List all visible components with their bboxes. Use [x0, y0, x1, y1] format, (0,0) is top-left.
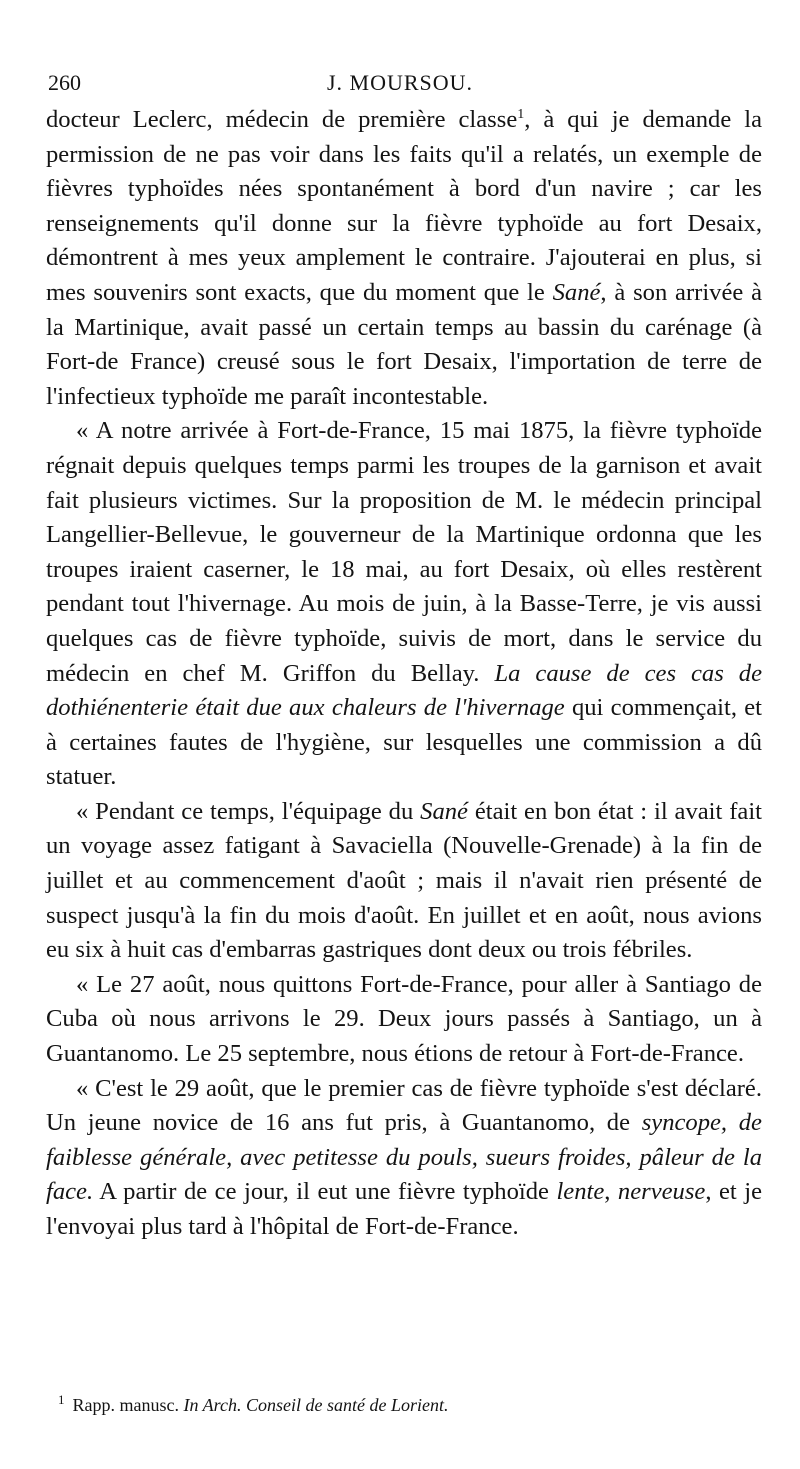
footnote-ref: 1 — [517, 106, 525, 122]
page-number: 260 — [48, 70, 81, 95]
body-text — [46, 103, 762, 1245]
text-run: Rapp. manusc. — [72, 1395, 184, 1415]
italic-text: La cause de ces cas de dothiénenterie était due aux chaleurs de l'hivernage — [46, 659, 762, 722]
text-run: « C'est le 29 août, que le premier cas de fièvre typhoïde s'est déclaré. Un jeune novice de 16 ans fut pris, à Guantanomo, de — [46, 1074, 762, 1137]
paragraph — [46, 1072, 762, 1245]
italic-text: In Arch. Conseil de santé de Lorient. — [183, 1395, 449, 1415]
text-run: , à qui je demande la permission de ne pas voir dans les faits qu'il a relatés, un exemple de fièvres typhoïdes nées spontanément à bord d'un navire ; car les renseignements qu'il donne sur la fièvre typhoïde au fort Desaix, démontrent à mes yeux amplement le contraire. J'ajouterai en plus, si mes souvenirs sont exacts, que du moment que le — [46, 106, 762, 306]
text-run: était en bon état : il avait fait un voyage assez fatigant à Savaciella (Nouvelle-Grenade) à la fin de juillet et au commencement d'août ; mais il n'avait rien présenté de suspect jusqu'à la fin du mois d'août. En juillet et en août, nous avions eu six à huit cas d'embarras gastriques dont deux ou trois fébriles. — [46, 797, 762, 964]
paragraph — [46, 103, 762, 414]
italic-text: Sané — [552, 278, 601, 306]
italic-text: syncope, de faiblesse générale, avec petitesse du pouls, sueurs froides, pâleur de la face. — [46, 1109, 762, 1206]
page-header — [40, 70, 760, 100]
text-run: A partir de ce jour, il eut une fièvre typhoïde — [93, 1178, 557, 1206]
text-run: docteur Leclerc, médecin de première classe — [46, 106, 518, 133]
text-run: « Le 27 août, nous quittons Fort-de-France, pour aller à Santiago de Cuba où nous arrivons le 29. Deux jours passés à Santiago, un à Guantanomo. Le 25 septembre, nous étions de retour à Fort-de-France. — [46, 970, 762, 1068]
italic-text: nerveuse — [617, 1178, 706, 1206]
paragraph — [46, 795, 762, 968]
text-run: « A notre arrivée à Fort-de-France, 15 mai 1875, la fièvre typhoïde régnait depuis quelques temps parmi les troupes de la garnison et avait fait plusieurs victimes. Sur la proposition de M. le médecin principal Langellier-Bellevue, le gouverneur de la Martinique ordonna que les troupes iraient caserner, le 18 mai, au fort Desaix, où elles restèrent pendant tout l'hivernage. Au mois de juin, à la Basse-Terre, je vis aussi quelques cas de fièvre typhoïde, suivis de mort, dans le service du médecin en chef M. Griffon du Bellay. — [46, 417, 762, 687]
footnote — [46, 1394, 762, 1416]
footnote-mark: 1 — [58, 1392, 65, 1407]
paragraph — [46, 968, 762, 1072]
italic-text: lente — [556, 1178, 605, 1206]
italic-text: Sané — [420, 797, 468, 825]
text-run: « Pendant ce temps, l'équipage du — [76, 797, 421, 825]
paragraph — [46, 414, 762, 795]
text-run: , — [604, 1178, 618, 1206]
running-head: J. MOURSOU. — [326, 70, 474, 95]
text-run: , et je l'envoyai plus tard à l'hôpital de Fort-de-France. — [46, 1178, 762, 1240]
text-run: , à son arrivée à la Martinique, avait passé un certain temps au bassin du carénage (à Fort-de France) creusé sous le fort Desaix, l'importation de terre de l'infectieux typhoïde me paraît incontestable. — [46, 278, 763, 410]
text-run: qui commençait, et à certaines fautes de l'hygiène, sur lesquelles une commission a dû statuer. — [46, 694, 762, 791]
